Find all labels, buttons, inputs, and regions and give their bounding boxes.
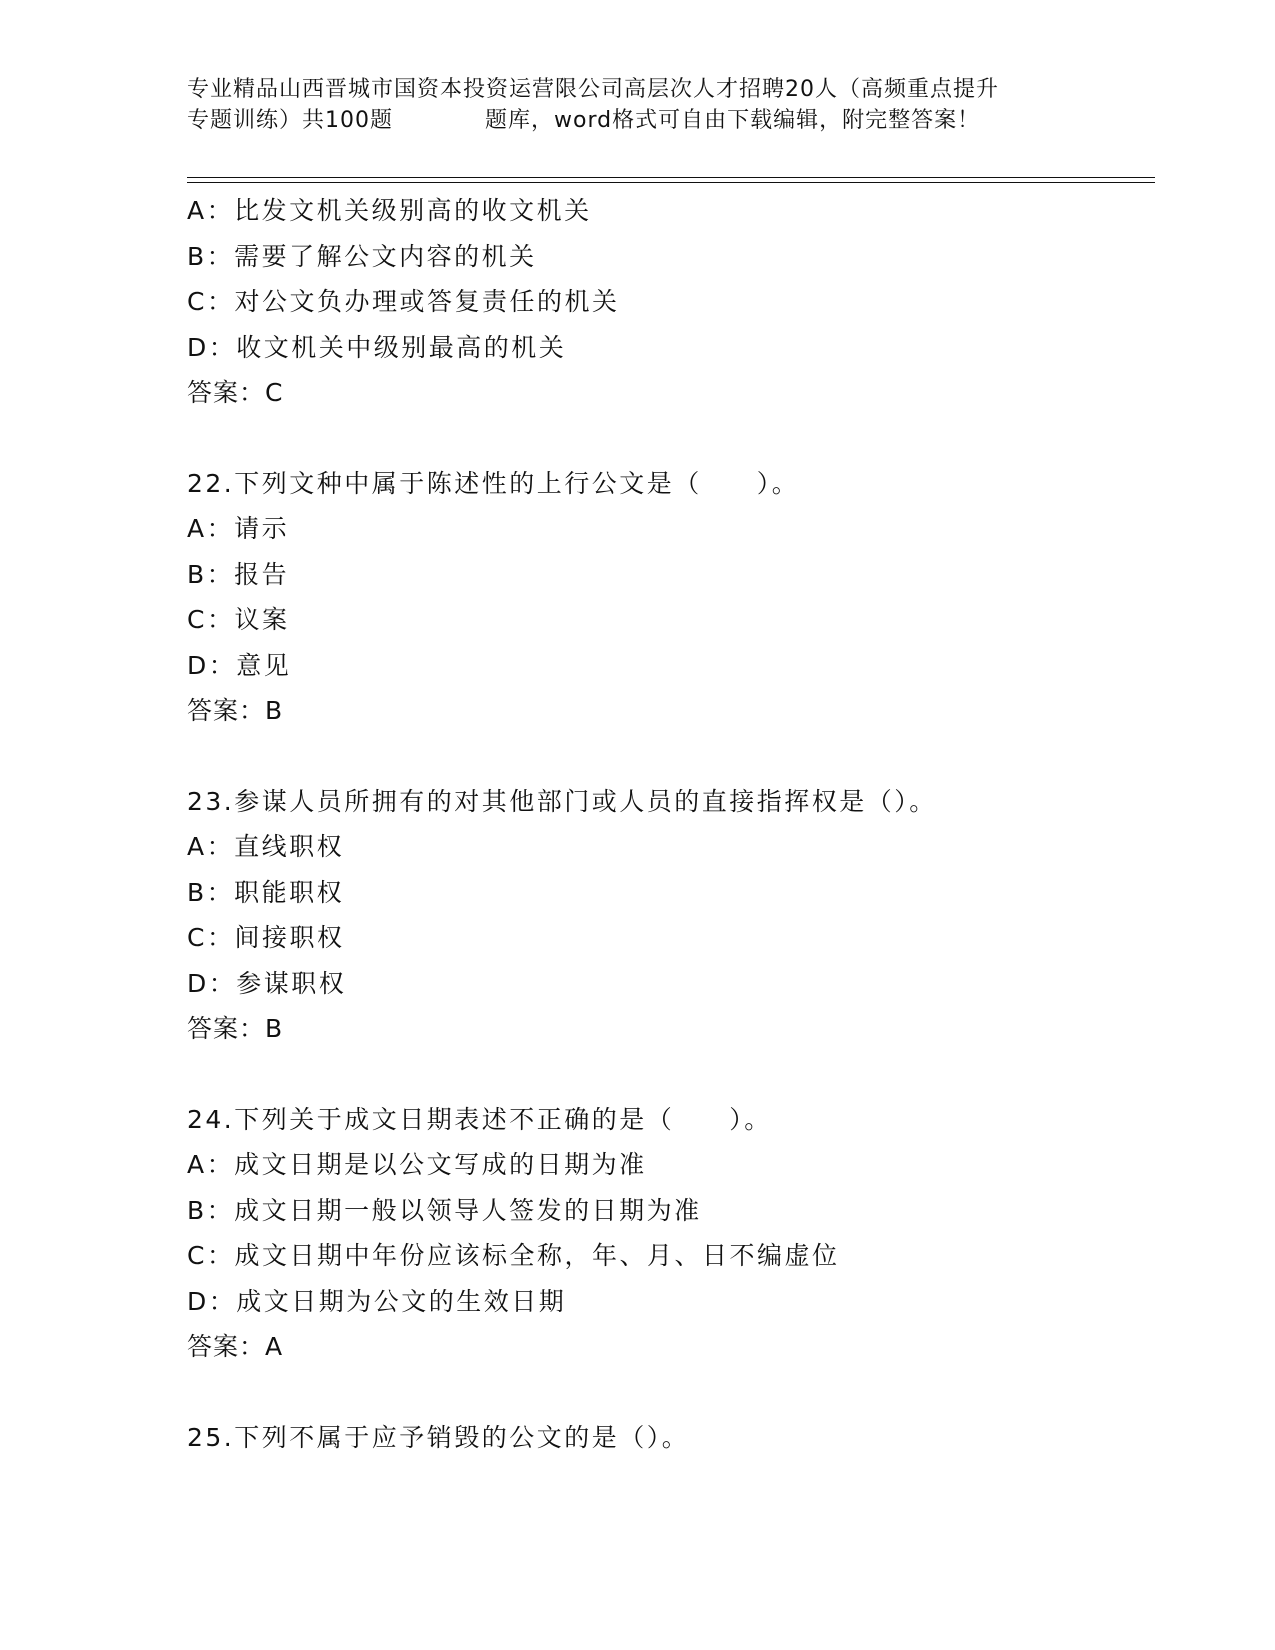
question-24 [187, 1097, 1187, 1370]
document-header [187, 74, 1087, 136]
answer: 答案：B [187, 696, 284, 725]
option-c: C：对公文负办理或答复责任的机关 [187, 287, 620, 316]
option-a: A：成文日期是以公文写成的日期为准 [187, 1150, 647, 1179]
question-stem: 22.下列文种中属于陈述性的上行公文是（ ）。 [187, 468, 800, 498]
question-23 [187, 779, 1187, 1052]
option-a: A：请示 [187, 514, 290, 543]
header-divider [187, 177, 1155, 183]
question-stem: 23.参谋人员所拥有的对其他部门或人员的直接指挥权是（）。 [187, 786, 937, 816]
question-22 [187, 461, 1187, 734]
answer: 答案：A [187, 1332, 284, 1361]
option-b: B：报告 [187, 559, 290, 589]
option-c: C：议案 [187, 605, 290, 634]
answer: 答案：C [187, 378, 284, 407]
option-b: B：需要了解公文内容的机关 [187, 241, 537, 271]
option-c: C：间接职权 [187, 923, 345, 952]
answer: 答案：B [187, 1014, 284, 1043]
option-c: C：成文日期中年份应该标全称，年、月、日不编虚位 [187, 1241, 840, 1270]
question-21-continued [187, 188, 1187, 416]
option-a: A：比发文机关级别高的收文机关 [187, 196, 592, 225]
option-d: D：成文日期为公文的生效日期 [187, 1286, 567, 1316]
option-d: D：参谋职权 [187, 968, 347, 998]
header-line-1: 专业精品山西晋城市国资本投资运营限公司高层次人才招聘20人（高频重点提升 [187, 77, 999, 102]
question-stem: 24.下列关于成文日期表述不正确的是（ ）。 [187, 1104, 772, 1134]
option-d: D：意见 [187, 650, 292, 680]
option-d: D：收文机关中级别最高的机关 [187, 332, 567, 362]
question-list [187, 188, 1187, 1460]
option-a: A：直线职权 [187, 832, 345, 861]
question-25 [187, 1415, 1187, 1461]
header-line-2: 专题训练）共100题 题库，word格式可自由下载编辑，附完整答案！ [187, 108, 981, 133]
option-b: B：成文日期一般以领导人签发的日期为准 [187, 1195, 702, 1225]
question-stem: 25.下列不属于应予销毁的公文的是（）。 [187, 1422, 690, 1452]
option-b: B：职能职权 [187, 877, 345, 907]
